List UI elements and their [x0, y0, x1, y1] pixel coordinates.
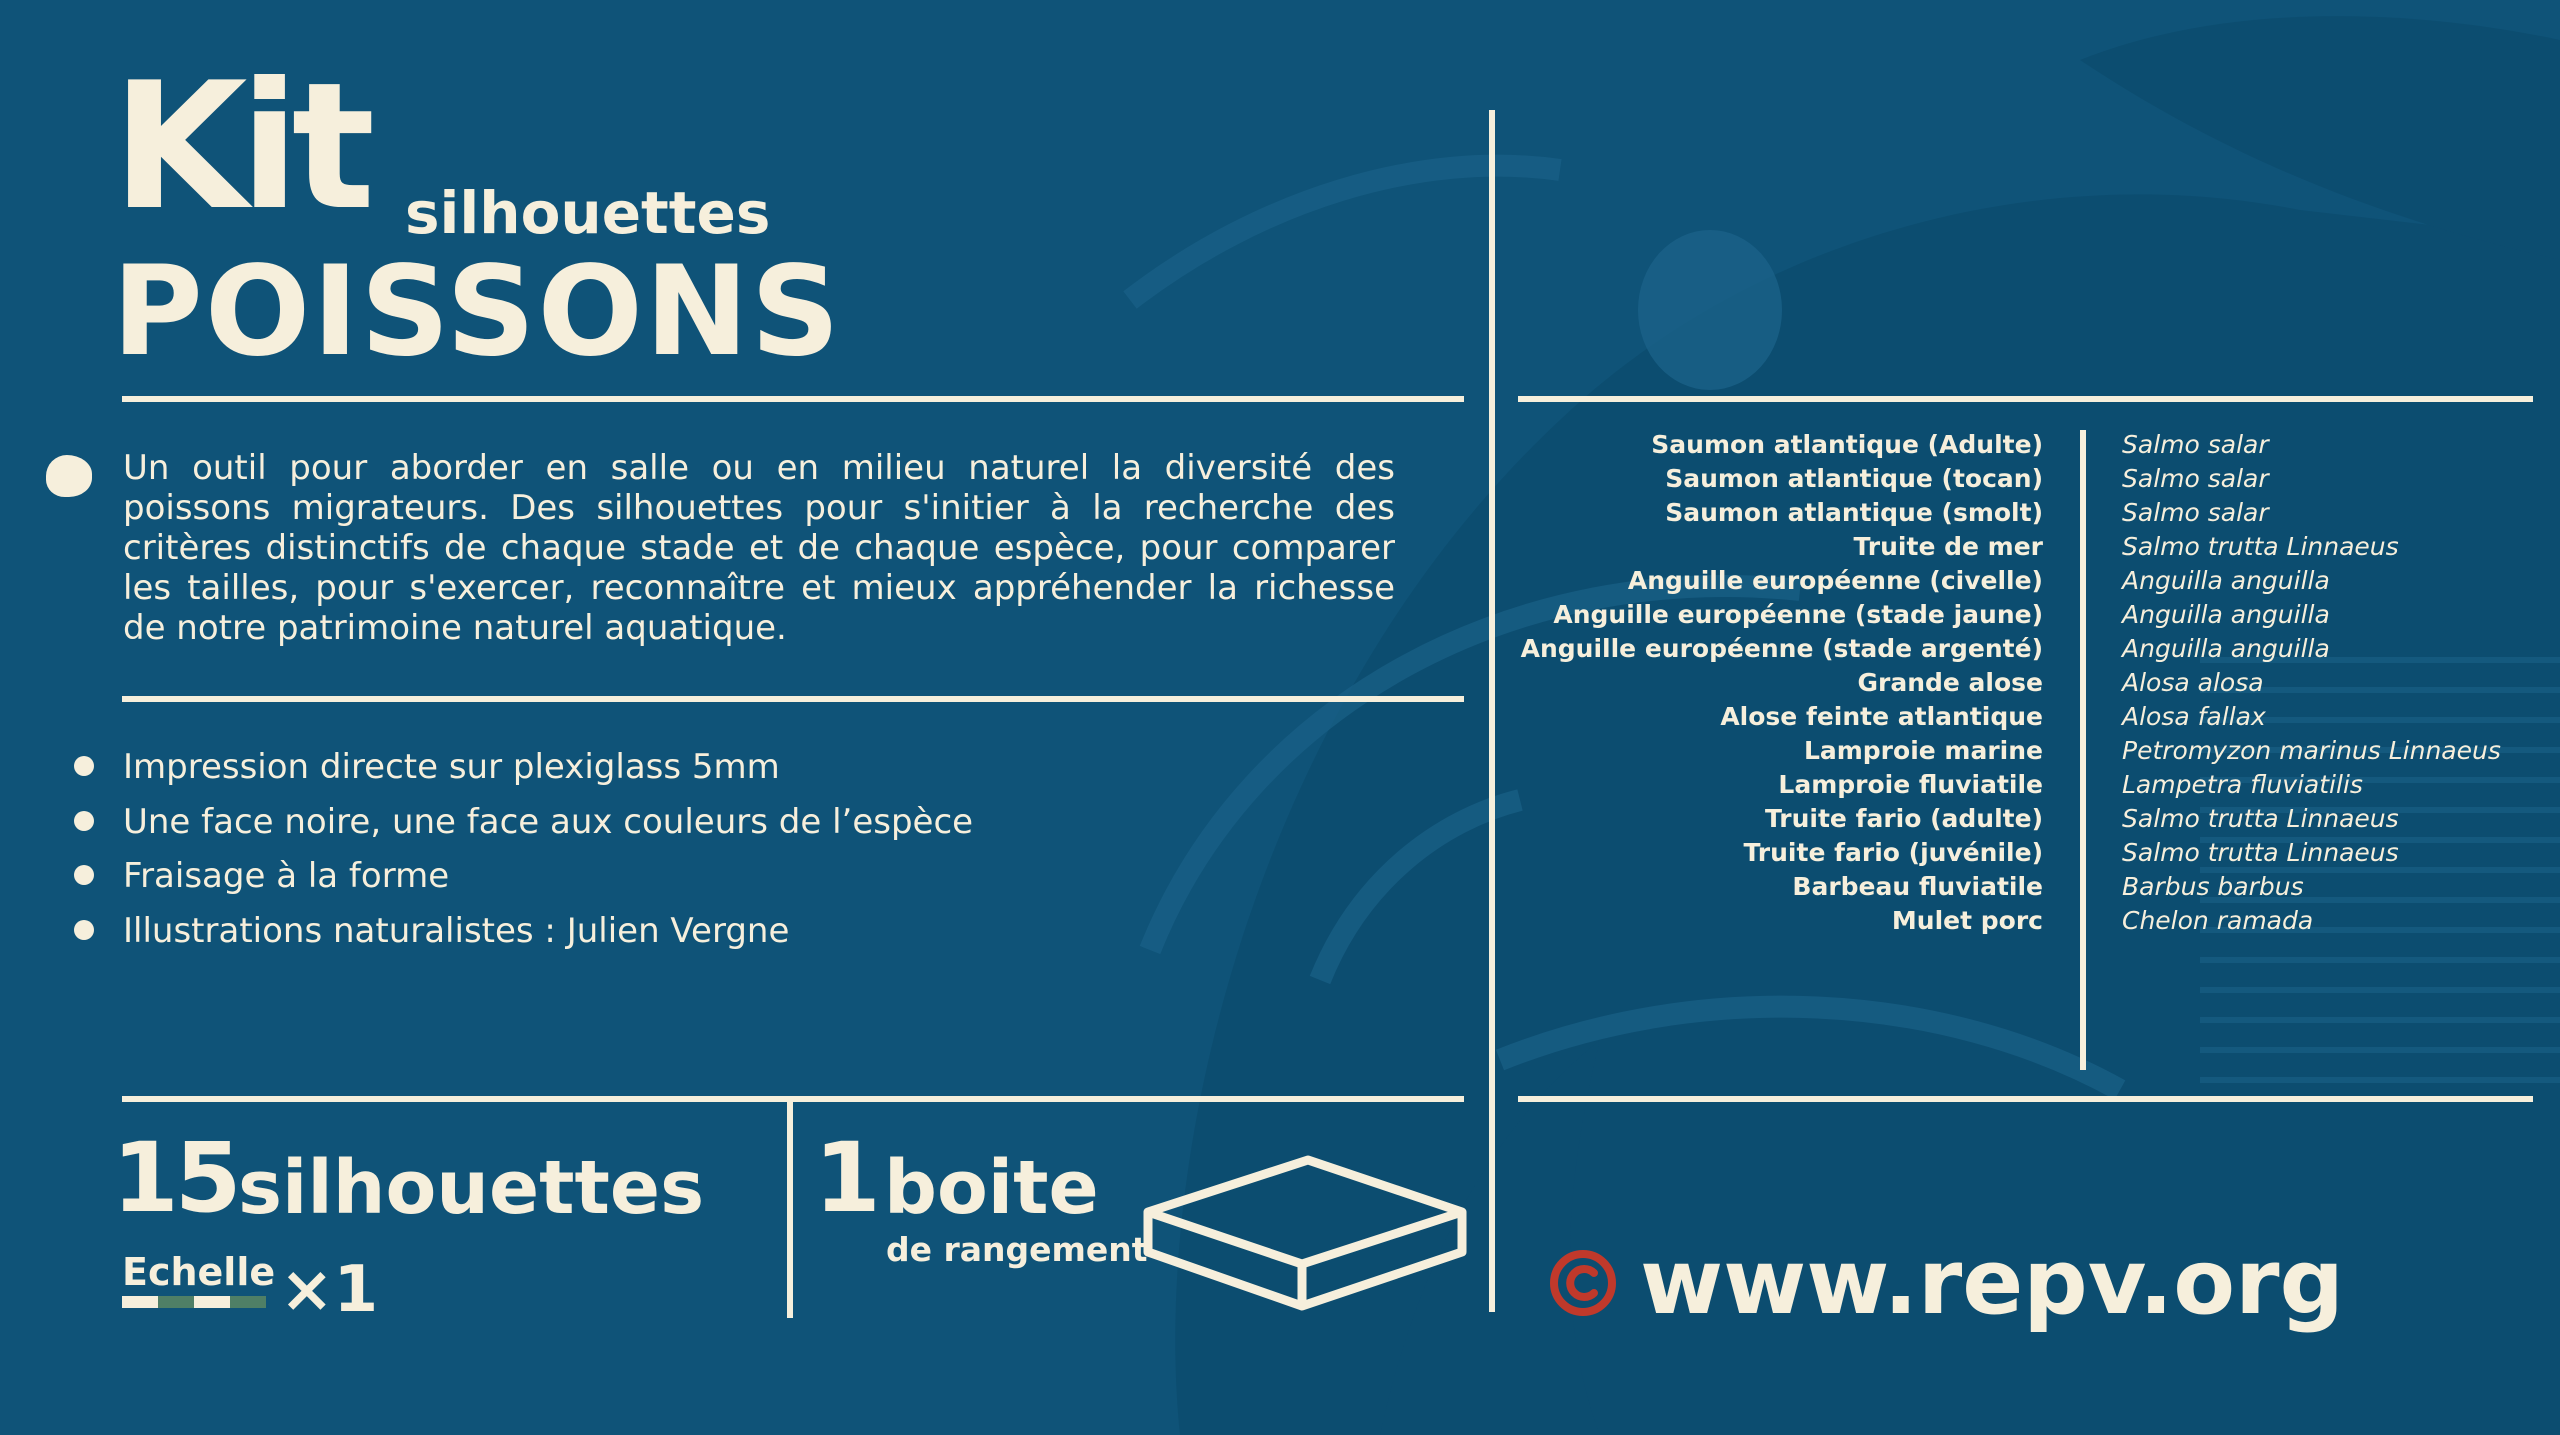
species-common-name: Anguille européenne (stade jaune) — [1553, 600, 2043, 629]
title-main: POISSONS — [112, 240, 842, 384]
title-subtitle: silhouettes — [405, 179, 771, 247]
feature-text: Une face noire, une face aux couleurs de l’espèce — [123, 801, 974, 842]
box-sublabel: de rangement — [886, 1230, 1148, 1269]
list-item — [70, 740, 973, 795]
species-latin-name: Lampetra fluviatilis — [2122, 770, 2363, 799]
species-common-name: Truite fario (juvénile) — [1743, 838, 2043, 867]
species-common-names — [1360, 428, 2043, 938]
species-common-name: Grande alose — [1857, 668, 2043, 697]
species-latin-name: Petromyzon marinus Linnaeus — [2122, 736, 2501, 765]
feature-text: Impression directe sur plexiglass 5mm — [123, 747, 780, 787]
copyright-icon — [1548, 1248, 1618, 1318]
scale-bar-icon — [122, 1296, 266, 1308]
dot-icon — [74, 811, 94, 831]
silhouette-count-label: silhouettes — [238, 1145, 705, 1231]
divider-title — [122, 396, 1464, 402]
silhouette-count: 15 — [112, 1122, 238, 1234]
list-item — [70, 904, 973, 959]
divider-bottom-left — [122, 1096, 1464, 1102]
list-item — [70, 849, 973, 904]
dot-icon — [74, 865, 94, 885]
species-latin-name: Salmo salar — [2122, 498, 2269, 527]
species-latin-name: Salmo trutta Linnaeus — [2122, 804, 2399, 833]
dot-icon — [74, 920, 94, 940]
species-latin-name: Barbus barbus — [2122, 872, 2304, 901]
species-common-name: Truite de mer — [1853, 532, 2043, 561]
scale-value: ×1 — [280, 1253, 379, 1327]
scale-label: Echelle — [122, 1250, 276, 1294]
species-latin-name: Salmo salar — [2122, 464, 2269, 493]
box-icon — [1140, 1150, 1470, 1320]
vertical-divider-species — [2080, 430, 2086, 1070]
species-common-name: Anguille européenne (stade argenté) — [1520, 634, 2043, 663]
species-latin-name: Alosa fallax — [2122, 702, 2266, 731]
species-common-name: Alose feinte atlantique — [1720, 702, 2043, 731]
species-latin-name: Alosa alosa — [2122, 668, 2264, 697]
species-latin-name: Salmo trutta Linnaeus — [2122, 838, 2399, 867]
species-common-name: Mulet porc — [1891, 906, 2043, 935]
species-common-name: Anguille européenne (civelle) — [1627, 566, 2043, 595]
species-common-name: Saumon atlantique (tocan) — [1665, 464, 2043, 493]
species-common-name: Lamproie fluviatile — [1778, 770, 2043, 799]
title-kit: Kit — [112, 46, 368, 249]
feature-text: Fraisage à la forme — [123, 856, 450, 896]
species-latin-name: Salmo trutta Linnaeus — [2122, 532, 2399, 561]
species-latin-name: Anguilla anguilla — [2122, 600, 2330, 629]
species-latin-name: Anguilla anguilla — [2122, 634, 2330, 663]
divider-species-top — [1518, 396, 2533, 402]
box-label: boite — [884, 1145, 1099, 1231]
species-common-name: Saumon atlantique (Adulte) — [1651, 430, 2043, 459]
box-count: 1 — [814, 1122, 877, 1234]
intro-paragraph: Un outil pour aborder en salle ou en milieu naturel la diversité des poissons migrateurs. Des silhouettes pour s'initier à la recherche des critères distinctifs de chaque stade et de chaque espèce, pour comparer les tailles, pour s'exercer, reconnaître et mieux appréhender la richesse de notre patrimoine naturel aquatique. — [123, 448, 1395, 648]
species-common-name: Barbeau fluviatile — [1792, 872, 2043, 901]
species-common-name: Saumon atlantique (smolt) — [1665, 498, 2043, 527]
divider-bottom-right — [1518, 1096, 2533, 1102]
divider-intro — [122, 696, 1464, 702]
species-latin-names — [2122, 428, 2552, 938]
species-common-name: Lamproie marine — [1803, 736, 2043, 765]
dot-icon — [74, 756, 94, 776]
feature-text: Illustrations naturalistes : Julien Vergne — [123, 910, 790, 951]
species-latin-name: Chelon ramada — [2122, 906, 2314, 935]
features-list — [70, 740, 973, 958]
website-link[interactable]: www.repv.org — [1640, 1230, 2344, 1335]
list-item — [70, 795, 973, 850]
pebble-bullet-icon — [46, 455, 92, 497]
species-common-name: Truite fario (adulte) — [1764, 804, 2043, 833]
vertical-divider-bottom — [787, 1102, 793, 1318]
species-latin-name: Salmo salar — [2122, 430, 2269, 459]
species-latin-name: Anguilla anguilla — [2122, 566, 2330, 595]
